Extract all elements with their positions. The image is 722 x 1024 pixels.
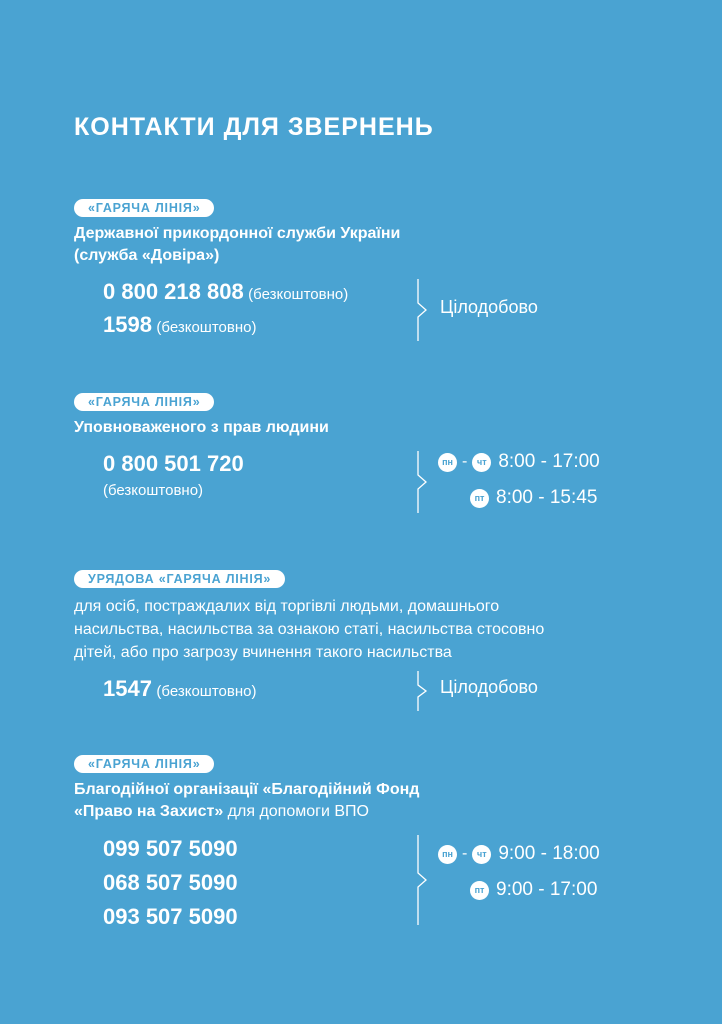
working-hours: Цілодобово xyxy=(440,677,538,697)
section-heading: Державної прикордонної служби України (служба «Довіра») xyxy=(74,225,401,264)
phone-line xyxy=(103,674,256,707)
hotline-border-service xyxy=(74,199,654,345)
schedule-time: 8:00 - 15:45 xyxy=(496,487,598,508)
phone-number[interactable]: 1547 xyxy=(103,676,152,701)
phone-list xyxy=(103,449,244,499)
weekday-badge: пт xyxy=(470,881,489,900)
weekday-badge: пн xyxy=(438,453,457,472)
government-hotline xyxy=(74,570,654,714)
dash: - xyxy=(462,845,468,862)
phone-number[interactable]: 099 507 5090 xyxy=(103,836,238,861)
phone-number[interactable]: 068 507 5090 xyxy=(103,870,238,895)
schedule-mon-thu xyxy=(438,843,600,865)
right-brace-icon xyxy=(416,671,430,711)
schedule-fri xyxy=(470,879,597,901)
phone-number[interactable]: 093 507 5090 xyxy=(103,904,238,929)
phone-number[interactable]: 0 800 501 720 xyxy=(103,451,244,476)
phone-line xyxy=(103,310,348,343)
phone-note: (безкоштовно) xyxy=(103,482,204,499)
section-description: для осіб, постраждалих від торгівлі людьми, домашнього насильства, насильства за ознакою статі, насильства стосовно дітей, або про загрозу вчинення такого насильства xyxy=(74,598,545,661)
weekday-badge: чт xyxy=(472,845,491,864)
schedule-time: 9:00 - 17:00 xyxy=(496,879,598,900)
page-title: КОНТАКТИ ДЛЯ ЗВЕРНЕНЬ xyxy=(74,113,434,141)
hotline-badge: «ГАРЯЧА ЛІНІЯ» xyxy=(74,393,214,411)
phone-line xyxy=(103,449,244,482)
hotline-badge: «ГАРЯЧА ЛІНІЯ» xyxy=(74,199,214,217)
phone-line xyxy=(103,277,348,310)
phone-list xyxy=(103,277,348,343)
section-heading: Благодійної організації «Благодійний Фонд «Право на Захист» для допомоги ВПО xyxy=(74,781,420,820)
phone-list xyxy=(103,833,238,935)
phone-number[interactable]: 1598 xyxy=(103,312,152,337)
right-brace-icon xyxy=(416,279,430,341)
hotline-right-to-protection xyxy=(74,755,654,928)
phone-line xyxy=(103,901,238,935)
right-brace-icon xyxy=(416,451,430,513)
weekday-badge: пт xyxy=(470,489,489,508)
schedule-fri xyxy=(470,487,597,509)
right-brace-icon xyxy=(416,835,430,925)
phone-note: (безкоштовно) xyxy=(248,286,349,303)
working-hours: Цілодобово xyxy=(440,297,538,317)
phone-line xyxy=(103,833,238,867)
phone-line xyxy=(103,867,238,901)
schedule-time: 9:00 - 18:00 xyxy=(498,843,600,864)
hotline-ombudsman xyxy=(74,393,654,519)
weekday-badge: чт xyxy=(472,453,491,472)
hotline-badge: «ГАРЯЧА ЛІНІЯ» xyxy=(74,755,214,773)
phone-list xyxy=(103,674,256,707)
phone-note: (безкоштовно) xyxy=(156,319,257,336)
section-heading: Уповноваженого з прав людини xyxy=(74,419,329,436)
weekday-badge: пн xyxy=(438,845,457,864)
phone-number[interactable]: 0 800 218 808 xyxy=(103,279,244,304)
dash: - xyxy=(462,453,468,470)
schedule-mon-thu xyxy=(438,451,600,473)
schedule-time: 8:00 - 17:00 xyxy=(498,451,600,472)
phone-note: (безкоштовно) xyxy=(156,683,257,700)
hotline-badge: УРЯДОВА «ГАРЯЧА ЛІНІЯ» xyxy=(74,570,285,588)
